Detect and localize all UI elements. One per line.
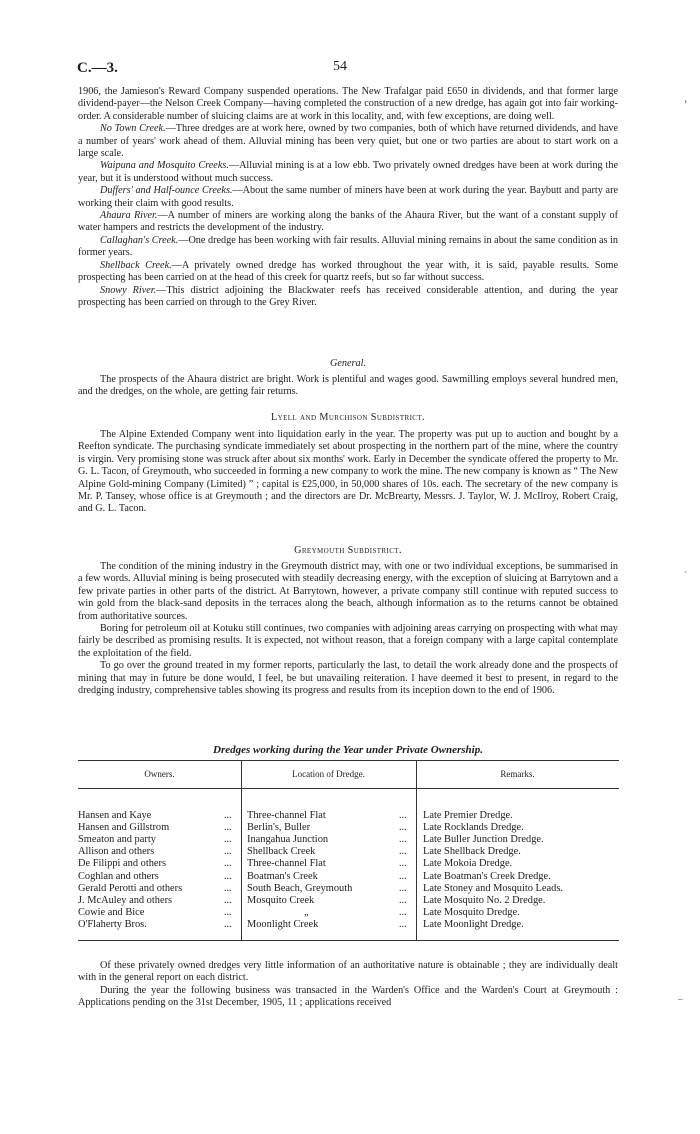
column-header-location: Location of Dredge.: [292, 769, 365, 779]
leader-dots: ...: [399, 918, 407, 930]
cell-remarks: Late Shellback Dredge.: [423, 846, 521, 858]
leader-dots: ...: [224, 858, 232, 870]
subheading-shellback: Shellback Creek.: [100, 259, 172, 271]
paragraph-waipuna: [78, 160, 618, 185]
table-title: Dredges working during the Year under Private Ownership.: [213, 744, 483, 756]
cell-location: Shellback Creek: [247, 846, 316, 858]
leader-dots: ...: [399, 858, 407, 870]
paragraph-shellback: [78, 260, 618, 285]
cell-remarks: Late Moonlight Dredge.: [423, 918, 524, 930]
leader-dots: ...: [399, 894, 407, 906]
closing-text: [78, 960, 618, 1010]
paragraph-greymouth-petroleum: Boring for petroleum oil at Kotuku still continues, two companies with adjoining areas carrying on prospecting with what may fairly be described as promising results. It is expected, not without reason, that a foreign company with a large capital contemplate the exploitation of the field.: [78, 623, 618, 659]
leader-dots: ...: [224, 918, 232, 930]
cell-location: Moonlight Creek: [247, 918, 319, 930]
cell-owner: Smeaton and party: [78, 834, 156, 846]
heading-general: General.: [330, 358, 366, 369]
paragraph-text: —Three dredges are at work here, owned by two companies, both of which have returned dividends, and have a number of years' work ahead of them. Alluvial mining has been very quiet, but one or two parties are about to start work on a large scale.: [78, 123, 619, 160]
section-greymouth: [78, 561, 618, 697]
column-header-owners: Owners.: [144, 769, 175, 779]
leader-dots: ...: [399, 870, 407, 882]
paragraph-callaghans: [78, 235, 618, 260]
leader-dots: ...: [224, 906, 232, 918]
cell-remarks: Late Buller Junction Dredge.: [423, 834, 544, 846]
parliamentary-paper-reference: C.—3.: [77, 60, 118, 76]
cell-owner: Hansen and Kaye: [78, 810, 152, 821]
section-lyell-murchison: [78, 429, 618, 516]
leader-dots: ...: [224, 894, 232, 906]
margin-mark: `: [684, 570, 687, 580]
paragraph-text: —About the same number of miners have been at work during the year. Baybutt and party are working their claim with good results.: [78, 185, 618, 209]
cell-owner: Hansen and Gillstrom: [78, 822, 170, 834]
paragraph-privately-owned-dredges: Of these privately owned dredges very little information of an authoritative nature is obtainable ; they are individually dealt with in the general report on each district.: [78, 960, 618, 984]
paragraph-text: —This district adjoining the Blackwater reefs has received considerable attention, and during the year prospecting has been carried on through to the Grey River.: [78, 284, 619, 308]
cell-remarks: Late Mosquito No. 2 Dredge.: [423, 894, 546, 906]
heading-greymouth: Greymouth Subdistrict.: [294, 545, 402, 556]
leader-dots: ...: [399, 906, 407, 918]
subheading-snowy-river: Snowy River.: [100, 284, 157, 296]
cell-location: South Beach, Greymouth: [247, 882, 353, 894]
leader-dots: ...: [399, 846, 407, 858]
heading-lyell-murchison: Lyell and Murchison Subdistrict.: [271, 412, 425, 423]
cell-location: Mosquito Creek: [247, 894, 315, 906]
table-header-rule: [78, 788, 619, 789]
paragraph-intro: 1906, the Jamieson's Reward Company suspended operations. The New Trafalgar paid £650 in dividends, and that former large dividend-payer—the Nelson Creek Company—having completed the construction of a new dredge, has again got into fair working-order. A considerable number of sluicing claims are at work in this locality, and, with few exceptions, are doing well.: [78, 86, 618, 122]
cell-remarks: Late Rocklands Dredge.: [423, 822, 524, 834]
dredges-table: [78, 760, 619, 940]
subheading-duffers: Duffers' and Half-ounce Creeks.: [100, 185, 233, 197]
cell-location: Berlin's, Buller: [247, 822, 311, 834]
paragraph-duffers: [78, 185, 618, 210]
district-reports: [78, 86, 618, 309]
section-general: [78, 374, 618, 399]
table-column-divider: [241, 760, 242, 940]
leader-dots: ...: [224, 822, 232, 834]
paragraph-greymouth-condition: The condition of the mining industry in the Greymouth district may, with one or two individual exceptions, be summarised in a few words. Alluvial mining is being prosecuted with steadily decreasing energy, with the exception of sluicing at Barrytown and a few private parties in other parts of the district. At Barrytown, however, a private company still continue with reputed success to win gold from the black-sand deposits in the terraces along the beach, although information as to the returns cannot be obtained from authoritative sources.: [78, 561, 618, 622]
column-header-remarks: Remarks.: [500, 769, 535, 779]
paragraph-ahaura: [78, 210, 618, 235]
subheading-ahaura: Ahaura River.: [100, 210, 158, 222]
table-column-divider: [416, 760, 417, 940]
cell-owner: Cowie and Bice: [78, 906, 145, 918]
paragraph-text: —One dredge has been working with fair results. Alluvial mining remains in about the same condition as in former years.: [78, 234, 619, 259]
cell-owner: Gerald Perotti and others: [78, 882, 183, 894]
cell-owner: O'Flaherty Bros.: [78, 918, 147, 930]
cell-owner: De Filippi and others: [78, 858, 167, 870]
subheading-waipuna: Waipuna and Mosquito Creeks.: [100, 160, 229, 172]
leader-dots: ...: [224, 846, 232, 858]
cell-location: Three-channel Flat: [247, 858, 326, 870]
cell-remarks: Late Mokoia Dredge.: [423, 858, 513, 870]
margin-mark: –: [678, 994, 683, 1004]
table-top-rule: [78, 760, 619, 761]
cell-location: Boatman's Creek: [247, 870, 318, 882]
paragraph-general: The prospects of the Ahaura district are bright. Work is plentiful and wages good. Sawmilling employs several hundred men, and the dredges, on the whole, are getting fair returns.: [78, 374, 618, 398]
paragraph-lyell: The Alpine Extended Company went into liquidation early in the year. The property was put up to auction and bought by a Reefton syndicate. The purchasing syndicate immediately set about prospecting in the northern part of the mine, where the country is virgin. Very promising stone was struck after about six months' work. Early in December the syndicate offered the property to Mr. G. L. Tacon, of Greymouth, who succeeded in forming a new company to work the mine. The new company is known as “ The New Alpine Gold-mining Company (Limited) ” ; capital is £25,000, in 50,000 shares of 10s. each. The secretary of the new company is Mr. P. Tansey, whose office is at Greymouth ; and the directors are Dr. McBrearty, Messrs. J. Taylor, W. J. McIlroy, Robert Craig, and G. L. Tacon.: [78, 429, 618, 515]
paragraph-no-town-creek: [78, 123, 618, 160]
subheading-callaghans: Callaghan's Creek.: [100, 234, 179, 246]
page-number: 54: [333, 59, 347, 74]
margin-mark: ›: [684, 96, 687, 106]
paragraph-snowy-river: [78, 285, 618, 310]
cell-remarks: Late Mosquito Dredge.: [423, 906, 520, 918]
cell-remarks: Late Stoney and Mosquito Leads.: [423, 882, 563, 894]
leader-dots: ...: [224, 870, 232, 882]
leader-dots: ...: [399, 810, 407, 821]
paragraph-text: —Alluvial mining is at a low ebb. Two privately owned dredges have been at work during the year, but it is understood without much success.: [78, 160, 619, 184]
leader-dots: ...: [224, 834, 232, 846]
cell-remarks: Late Premier Dredge.: [423, 810, 513, 821]
leader-dots: ...: [224, 882, 232, 894]
cell-owner: Allison and others: [78, 846, 155, 858]
cell-remarks: Late Boatman's Creek Dredge.: [423, 870, 551, 882]
leader-dots: ...: [399, 822, 407, 834]
cell-owner: J. McAuley and others: [78, 894, 173, 906]
cell-owner: Coghlan and others: [78, 870, 159, 882]
leader-dots: ...: [224, 810, 232, 821]
subheading-no-town-creek: No Town Creek.: [100, 123, 166, 135]
paragraph-wardens-court: During the year the following business was transacted in the Warden's Office and the Warden's Court at Greymouth : Applications pending on the 31st December, 1905, 11 ; applications received: [78, 984, 618, 1009]
cell-location: „: [304, 906, 309, 918]
paragraph-text: —A number of miners are working along the banks of the Ahaura River, but the want of a constant supply of water hampers and restricts the development of the industry.: [78, 210, 618, 234]
cell-location: Inangahua Junction: [247, 834, 329, 846]
cell-location: Three-channel Flat: [247, 810, 326, 821]
paragraph-greymouth-dredging: To go over the ground treated in my former reports, particularly the last, to detail the work already done and the prospects of mining that may in future be done would, I feel, be but unavailing reiteration. I have deemed it best to present, in regard to the dredging industry, comprehensive tables showing its progress and results from its inception down to the end of 1906.: [78, 660, 618, 697]
paragraph-text: —A privately owned dredge has worked throughout the year with, it is said, payable results. Some prospecting has been carried on at the head of this creek for quartz reefs, but so far without success.: [78, 259, 618, 284]
table-bottom-rule: [78, 940, 619, 941]
leader-dots: ...: [399, 834, 407, 846]
leader-dots: ...: [399, 882, 407, 894]
